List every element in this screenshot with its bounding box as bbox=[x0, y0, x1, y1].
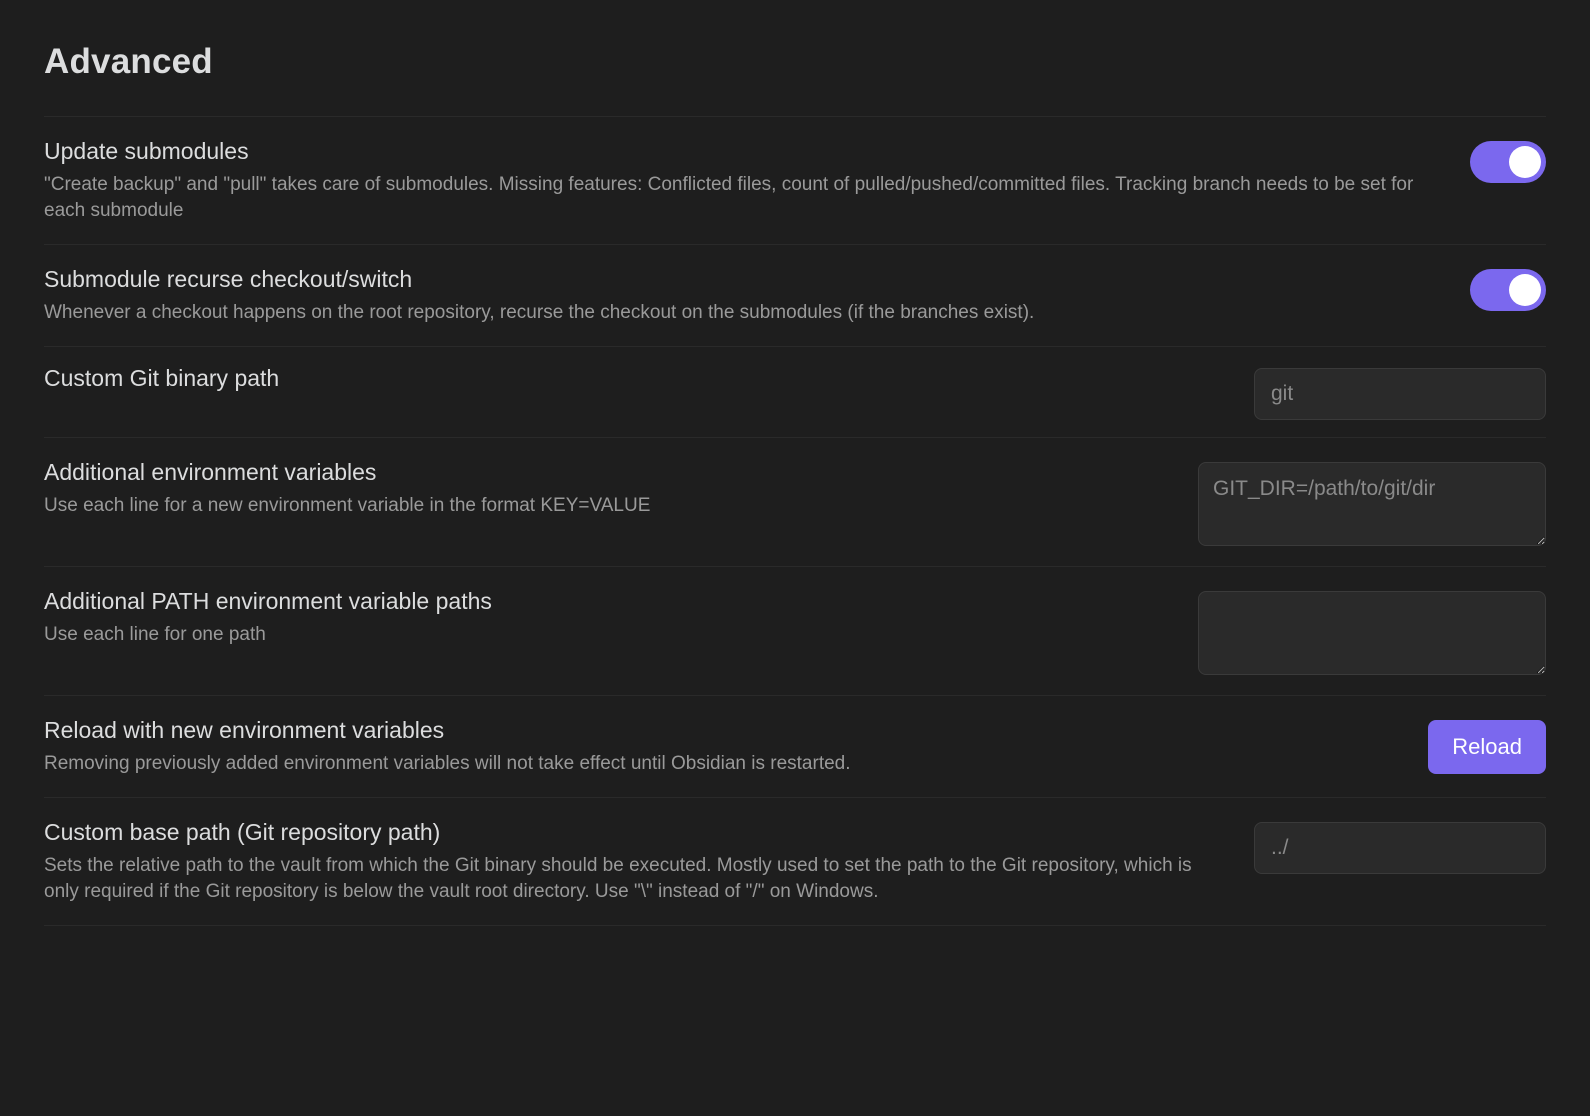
setting-name: Custom Git binary path bbox=[44, 365, 280, 392]
reload-button[interactable]: Reload bbox=[1428, 720, 1546, 774]
setting-row-submodule-recurse-checkout bbox=[44, 244, 1546, 346]
setting-control bbox=[1198, 587, 1546, 675]
setting-info bbox=[44, 265, 1446, 326]
setting-name: Reload with new environment variables bbox=[44, 717, 445, 744]
setting-info bbox=[44, 364, 1230, 399]
setting-info bbox=[44, 818, 1230, 905]
setting-description: Removing previously added environment variables will not take effect until Obsidian is restarted. bbox=[44, 752, 851, 774]
setting-row-custom-git-binary-path bbox=[44, 346, 1546, 437]
additional-env-variables-textarea[interactable] bbox=[1198, 462, 1546, 546]
setting-info bbox=[44, 137, 1446, 224]
setting-description: Use each line for a new environment variable in the format KEY=VALUE bbox=[44, 494, 651, 516]
setting-row-reload-env-variables bbox=[44, 695, 1546, 797]
setting-control bbox=[1254, 364, 1546, 420]
bottom-divider bbox=[44, 925, 1546, 926]
toggle-knob-icon bbox=[1509, 146, 1541, 178]
setting-control bbox=[1428, 716, 1546, 774]
setting-name: Update submodules bbox=[44, 138, 249, 164]
setting-name: Submodule recurse checkout/switch bbox=[44, 266, 413, 293]
setting-control bbox=[1470, 265, 1546, 311]
setting-name: Custom base path (Git repository path) bbox=[44, 819, 441, 846]
setting-info bbox=[44, 458, 1174, 519]
setting-info bbox=[44, 587, 1174, 648]
custom-git-binary-path-input[interactable] bbox=[1254, 368, 1546, 420]
toggle-update-submodules[interactable] bbox=[1470, 141, 1546, 183]
setting-row-additional-path-env-variable-paths bbox=[44, 566, 1546, 695]
setting-row-custom-base-path bbox=[44, 797, 1546, 925]
setting-row-additional-env-variables bbox=[44, 437, 1546, 566]
setting-name: Additional environment variables bbox=[44, 459, 377, 486]
additional-path-env-variable-paths-textarea[interactable] bbox=[1198, 591, 1546, 675]
setting-description: Use each line for one path bbox=[44, 623, 266, 645]
custom-base-path-input[interactable] bbox=[1254, 822, 1546, 874]
toggle-submodule-recurse-checkout[interactable] bbox=[1470, 269, 1546, 311]
setting-control bbox=[1254, 818, 1546, 874]
setting-description: "Create backup" and "pull" takes care of submodules. Missing features: Conflicted files, count of pulled/pushed/committed files. Tracking branch needs to be set for each submodule bbox=[44, 173, 1414, 221]
setting-description: Whenever a checkout happens on the root repository, recurse the checkout on the submodules (if the branches exist). bbox=[44, 301, 1035, 323]
page-title: Advanced bbox=[44, 42, 213, 81]
toggle-knob-icon bbox=[1509, 274, 1541, 306]
setting-name: Additional PATH environment variable paths bbox=[44, 588, 492, 615]
setting-control bbox=[1470, 137, 1546, 183]
setting-row-update-submodules bbox=[44, 116, 1546, 244]
setting-description: Sets the relative path to the vault from which the Git binary should be executed. Mostly used to set the path to the Git repository, which is only required if the Git repository is below the vault root directory. Use "\" instead of "/" on Windows. bbox=[44, 854, 1192, 903]
setting-control bbox=[1198, 458, 1546, 546]
setting-info bbox=[44, 716, 1404, 777]
